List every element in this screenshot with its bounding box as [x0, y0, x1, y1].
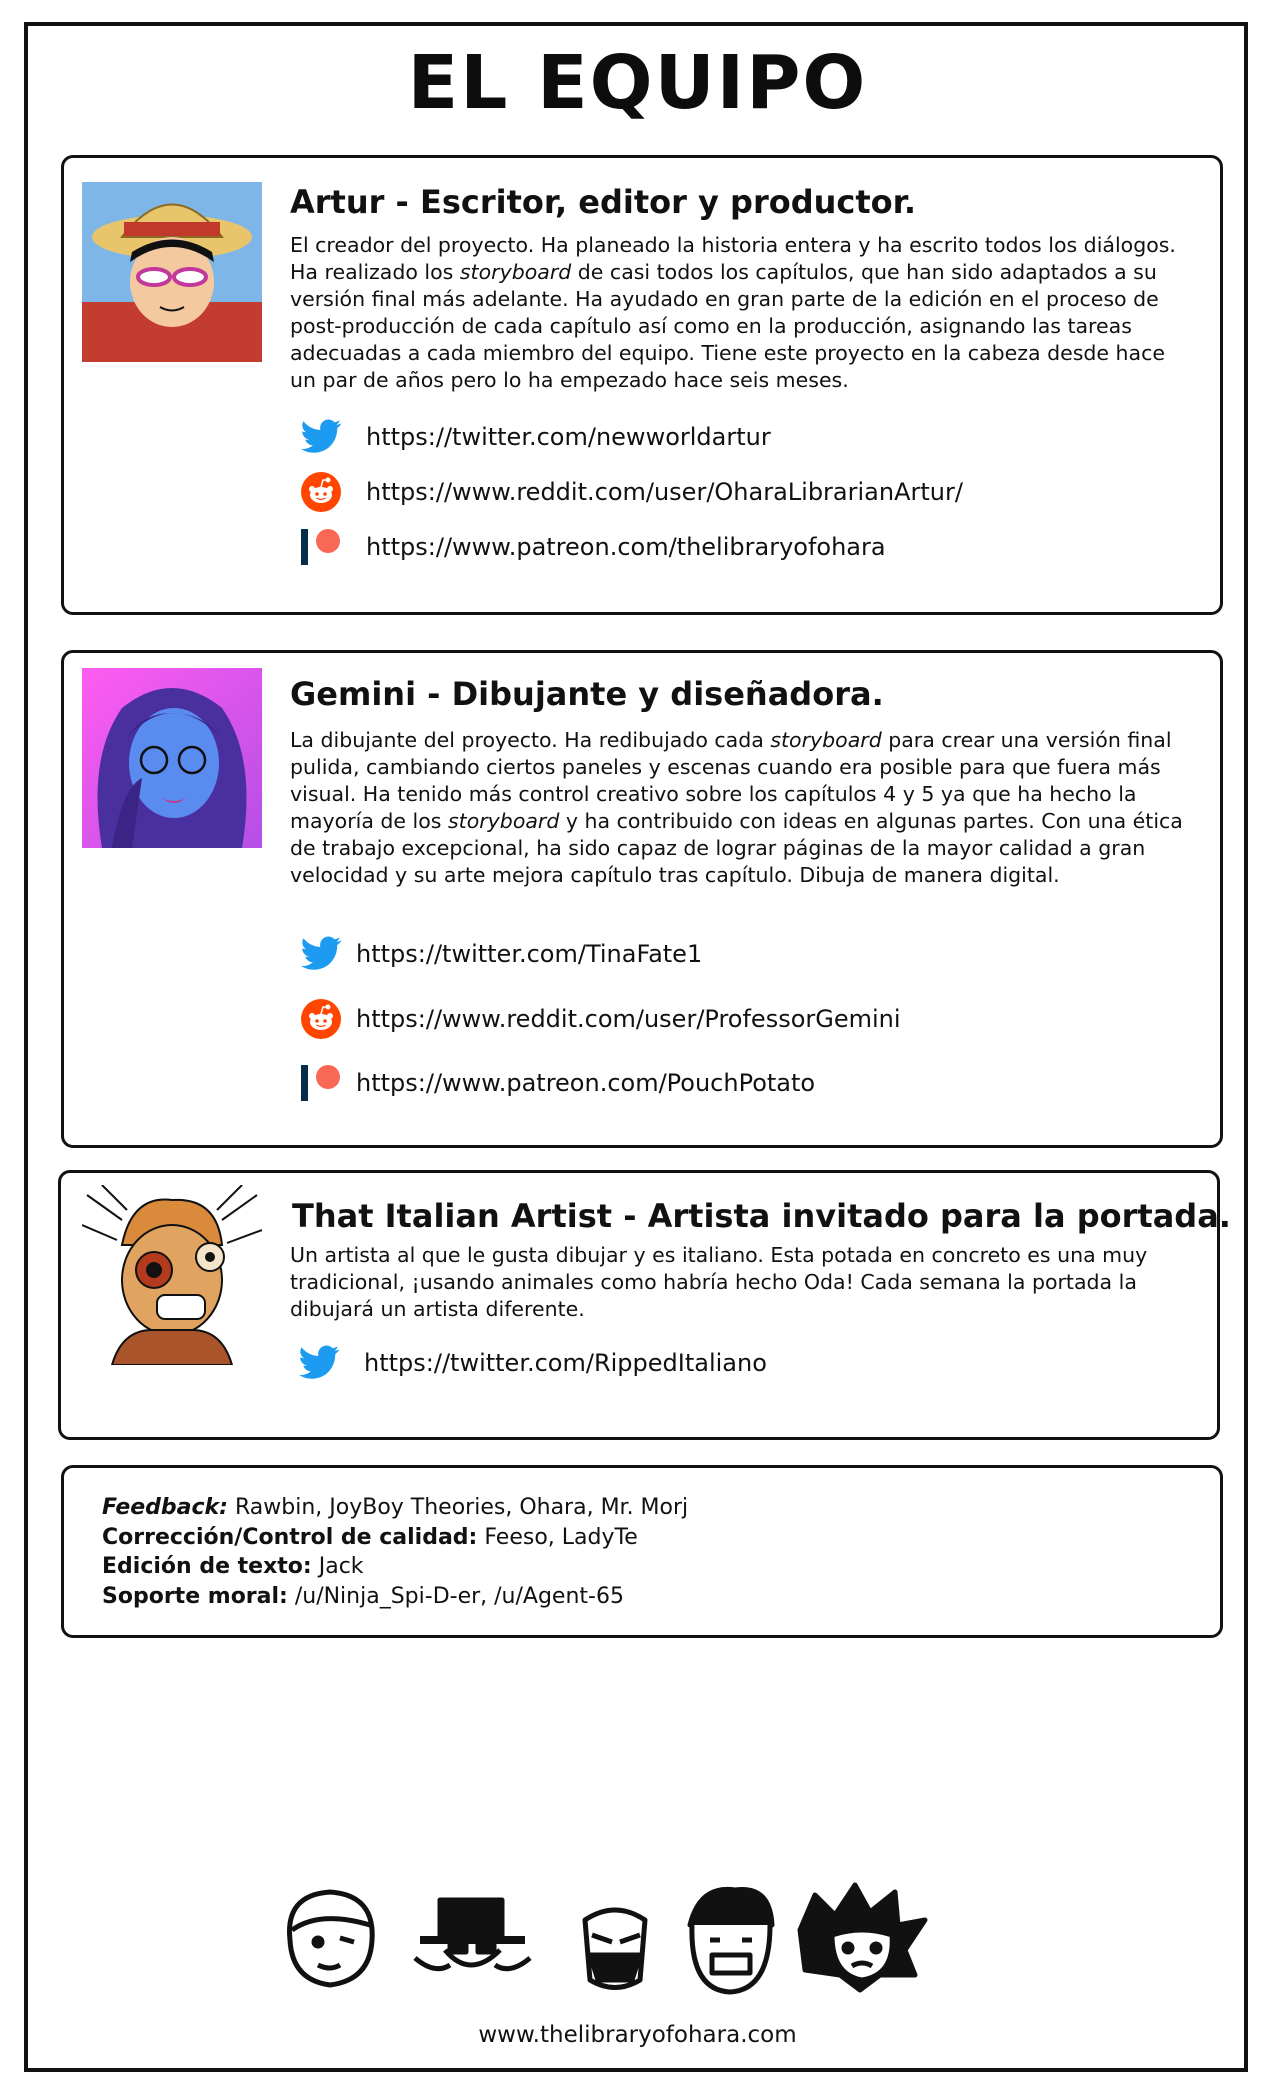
twitter-icon	[298, 417, 344, 457]
credit-feedback: Feedback: Rawbin, JoyBoy Theories, Ohara, Mr. Morj	[102, 1495, 689, 1520]
reddit-url[interactable]: https://www.reddit.com/user/OharaLibrarianArtur/	[366, 478, 963, 506]
credits-list	[102, 1493, 688, 1611]
credit-qa: Corrección/Control de calidad: Feeso, LadyTe	[102, 1524, 638, 1550]
twitter-url[interactable]: https://twitter.com/newworldartur	[366, 423, 771, 451]
twitter-link[interactable]	[296, 1341, 767, 1385]
patreon-icon	[298, 1063, 344, 1103]
patreon-icon	[298, 527, 344, 567]
member-description: La dibujante del proyecto. Ha redibujado cada storyboard para crear una versión final pulida, cambiando ciertos paneles y escenas cuando era posible para que fuera más visual. Ha tenido más control creativo sobre los capítulos 4 y 5 ya que ha hecho la mayoría de los storyboard y ha contribuido con ideas en algunas partes. Con una ética de trabajo excepcional, ha sido capaz de lograr páginas de la mayor calidad a gran velocidad y su arte mejora capítulo tras capítulo. Dibuja de manera digital.	[290, 728, 1183, 887]
reddit-url[interactable]: https://www.reddit.com/user/ProfessorGemini	[356, 1005, 901, 1033]
reddit-icon	[298, 472, 344, 512]
member-name: Gemini - Dibujante y diseñadora.	[290, 675, 884, 713]
reddit-icon	[298, 999, 344, 1039]
avatar-italian-artist	[82, 1185, 262, 1365]
reddit-link[interactable]	[298, 997, 901, 1041]
member-description: El creador del proyecto. Ha planeado la historia entera y ha escrito todos los diálogos. Ha realizado los storyboard de casi todos los capítulos, que han sido adaptados a su versión final más adelante. Ha ayudado en gran parte de la edición en el proceso de post-producción de cada capítulo así como en la producción, asignando las tareas adecuadas a cada miembro del equipo. Tiene este proyecto en la cabeza desde hace un par de años pero lo ha empezado hace seis meses.	[290, 233, 1176, 392]
avatar-artur	[82, 182, 262, 362]
twitter-link[interactable]	[298, 932, 702, 976]
twitter-icon	[298, 934, 344, 974]
member-name: Artur - Escritor, editor y productor.	[290, 183, 917, 221]
patreon-url[interactable]: https://www.patreon.com/PouchPotato	[356, 1069, 816, 1097]
patreon-link[interactable]	[298, 1061, 815, 1105]
footer-website[interactable]: www.thelibraryofohara.com	[478, 2022, 797, 2048]
patreon-url[interactable]: https://www.patreon.com/thelibraryofohara	[366, 533, 886, 561]
patreon-link[interactable]	[298, 525, 886, 569]
reddit-link[interactable]	[298, 470, 963, 514]
member-name: That Italian Artist - Artista invitado para la portada.	[292, 1197, 1231, 1235]
twitter-url[interactable]: https://twitter.com/TinaFate1	[356, 940, 703, 968]
twitter-url[interactable]: https://twitter.com/RippedItaliano	[364, 1349, 767, 1377]
avatar-gemini	[82, 668, 262, 848]
twitter-icon	[296, 1343, 342, 1383]
team-chibi-faces	[0, 1880, 1275, 2000]
twitter-link[interactable]	[298, 415, 771, 459]
credit-moral-support: Soporte moral: /u/Ninja_Spi-D-er, /u/Agent-65	[102, 1583, 624, 1609]
page-title: EL EQUIPO	[407, 40, 868, 126]
member-description: Un artista al que le gusta dibujar y es italiano. Esta potada en concreto es una muy tradicional, ¡usando animales como habría hecho Oda! Cada semana la portada la dibujará un artista diferente.	[290, 1243, 1148, 1321]
credit-text-editing: Edición de texto: Jack	[102, 1554, 364, 1579]
